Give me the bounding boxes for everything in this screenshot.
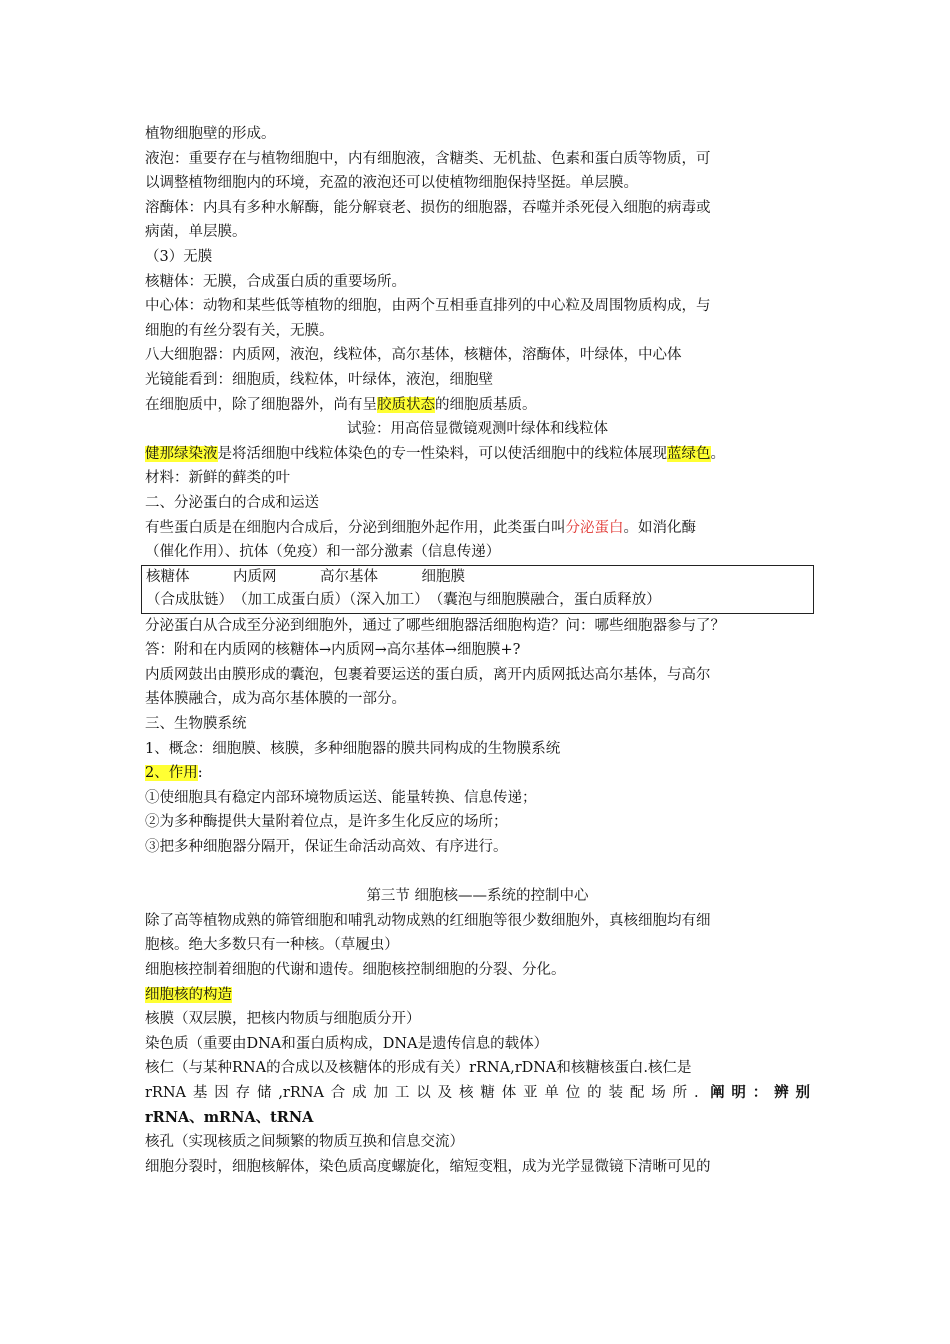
chapter-title: 第三节 细胞核——系统的控制中心 (366, 888, 589, 905)
text-line: 以调整植物细胞内的环境，充盈的液泡还可以使植物细胞保持坚挺。单层膜。 (145, 175, 638, 192)
experiment-title: 试验：用高倍显微镜观测叶绿体和线粒体 (347, 421, 608, 438)
text-span: 有些蛋白质是在细胞内合成后，分泌到细胞外起作用，此类蛋白叫 (145, 519, 566, 536)
text-span: 的细胞质基质。 (435, 396, 537, 413)
text-line: 除了高等植物成熟的筛管细胞和哺乳动物成熟的红细胞等很少数细胞外，真核细胞均有细 (145, 912, 711, 929)
list-item: ③把多种细胞器分隔开，保证生命活动高效、有序进行。 (145, 839, 508, 856)
text-line: 八大细胞器：内质网，液泡，线粒体，高尔基体，核糖体，溶酶体，叶绿体，中心体 (145, 347, 682, 364)
text-line: 染色质（重要由DNA和蛋白质构成，DNA是遗传信息的载体） (145, 1035, 549, 1052)
red-term: 分泌蛋白 (565, 519, 624, 536)
text-line: （催化作用）、抗体（免疫）和一部分激素（信息传递） (145, 544, 501, 561)
highlighted-heading: 细胞核的构造 (145, 986, 232, 1003)
text-line: 中心体：动物和某些低等植物的细胞，由两个互相垂直排列的中心粒及周围物质构成，与 (145, 298, 711, 315)
highlighted-term: 2、作用 (145, 765, 198, 782)
text-line: 病菌，单层膜。 (145, 224, 247, 241)
text-line: 核孔（实现核质之间频繁的物质互换和信息交流） (145, 1134, 464, 1151)
text-line: 核糖体：无膜，合成蛋白质的重要场所。 (145, 273, 406, 290)
text-span: rRNA基因存储,rRNA合成加工以及核糖体亚单位的装配场所. (145, 1084, 699, 1101)
highlighted-term: 蓝绿色 (667, 445, 711, 462)
highlighted-term: 胶质状态 (377, 396, 435, 413)
text-line: 胞核。绝大多数只有一种核。（草履虫） (145, 937, 399, 954)
text-line: 分泌蛋白从合成至分泌到细胞外，通过了哪些细胞器活细胞构造？问：哪些细胞器参与了？ (145, 617, 725, 634)
text-line: 光镜能看到：细胞质，线粒体，叶绿体，液泡，细胞壁 (145, 371, 493, 388)
text-line: 材料：新鲜的藓类的叶 (145, 470, 290, 487)
document-body (145, 122, 810, 1179)
bold-note: 阐明：辨别 (710, 1083, 810, 1101)
text-span: : (197, 765, 203, 782)
text-line (145, 442, 810, 467)
text-line: 细胞核控制着细胞的代谢和遗传。细胞核控制细胞的分裂、分化。 (145, 962, 566, 978)
text-line: 细胞分裂时，细胞核解体，染色质高度螺旋化，缩短变粗，成为光学显微镜下清晰可见的 (145, 1158, 711, 1175)
pathway-organelles: 核糖体 内质网 高尔基体 细胞膜 (146, 568, 465, 585)
pathway-functions: （合成肽链） （加工成蛋白质）（深入加工） （囊泡与细胞膜融合，蛋白质释放） (146, 592, 661, 609)
text-line: 液泡：重要存在与植物细胞中，内有细胞液，含糖类、无机盐、色素和蛋白质等物质，可 (145, 150, 711, 167)
section-heading: 二、分泌蛋白的合成和运送 (145, 494, 319, 511)
section-heading: （3）无膜 (145, 248, 213, 265)
text-line (145, 516, 810, 541)
text-line (145, 1081, 810, 1106)
text-line (145, 393, 810, 418)
list-item: ②为多种酶提供大量附着位点，是许多生化反应的场所； (145, 814, 508, 831)
text-line: 植物细胞壁的形成。 (145, 126, 276, 142)
text-line (145, 983, 810, 1008)
text-line: 基体膜融合，成为高尔基体膜的一部分。 (145, 691, 406, 708)
text-line: 细胞的有丝分裂有关，无膜。 (145, 322, 334, 339)
highlighted-term: 健那绿染液 (145, 445, 218, 462)
text-line: 核仁（与某种RNA的合成以及核糖体的形成有关）rRNA,rDNA和核糖核蛋白.核仁是 (145, 1060, 692, 1077)
text-line: 内质网鼓出由膜形成的囊泡，包裹着要运送的蛋白质，离开内质网抵达高尔基体，与高尔 (145, 666, 711, 683)
text-span: 。 (710, 445, 725, 462)
text-line: 1、概念：细胞膜、核膜，多种细胞器的膜共同构成的生物膜系统 (145, 740, 561, 757)
text-span: 是将活细胞中线粒体染色的专一性染料，可以使活细胞中的线粒体展现 (217, 445, 667, 462)
text-line: 核膜（双层膜，把核内物质与细胞质分开） (145, 1011, 421, 1028)
text-line: 溶酶体：内具有多种水解酶，能分解衰老、损伤的细胞器，吞噬并杀死侵入细胞的病毒或 (145, 199, 711, 216)
text-span: 在细胞质中，除了细胞器外，尚有呈 (145, 396, 377, 413)
pathway-box (141, 565, 814, 614)
section-heading: 三、生物膜系统 (145, 716, 247, 733)
spacer (145, 860, 810, 885)
bold-note: rRNA、mRNA、tRNA (145, 1108, 314, 1126)
text-span: 。如消化酶 (623, 519, 696, 536)
list-item: ①使细胞具有稳定内部环境物质运送、能量转换、信息传递； (145, 789, 537, 806)
text-line (145, 761, 810, 786)
text-line: 答：附和在内质网的核糖体→内质网→高尔基体→细胞膜+? (145, 642, 521, 659)
